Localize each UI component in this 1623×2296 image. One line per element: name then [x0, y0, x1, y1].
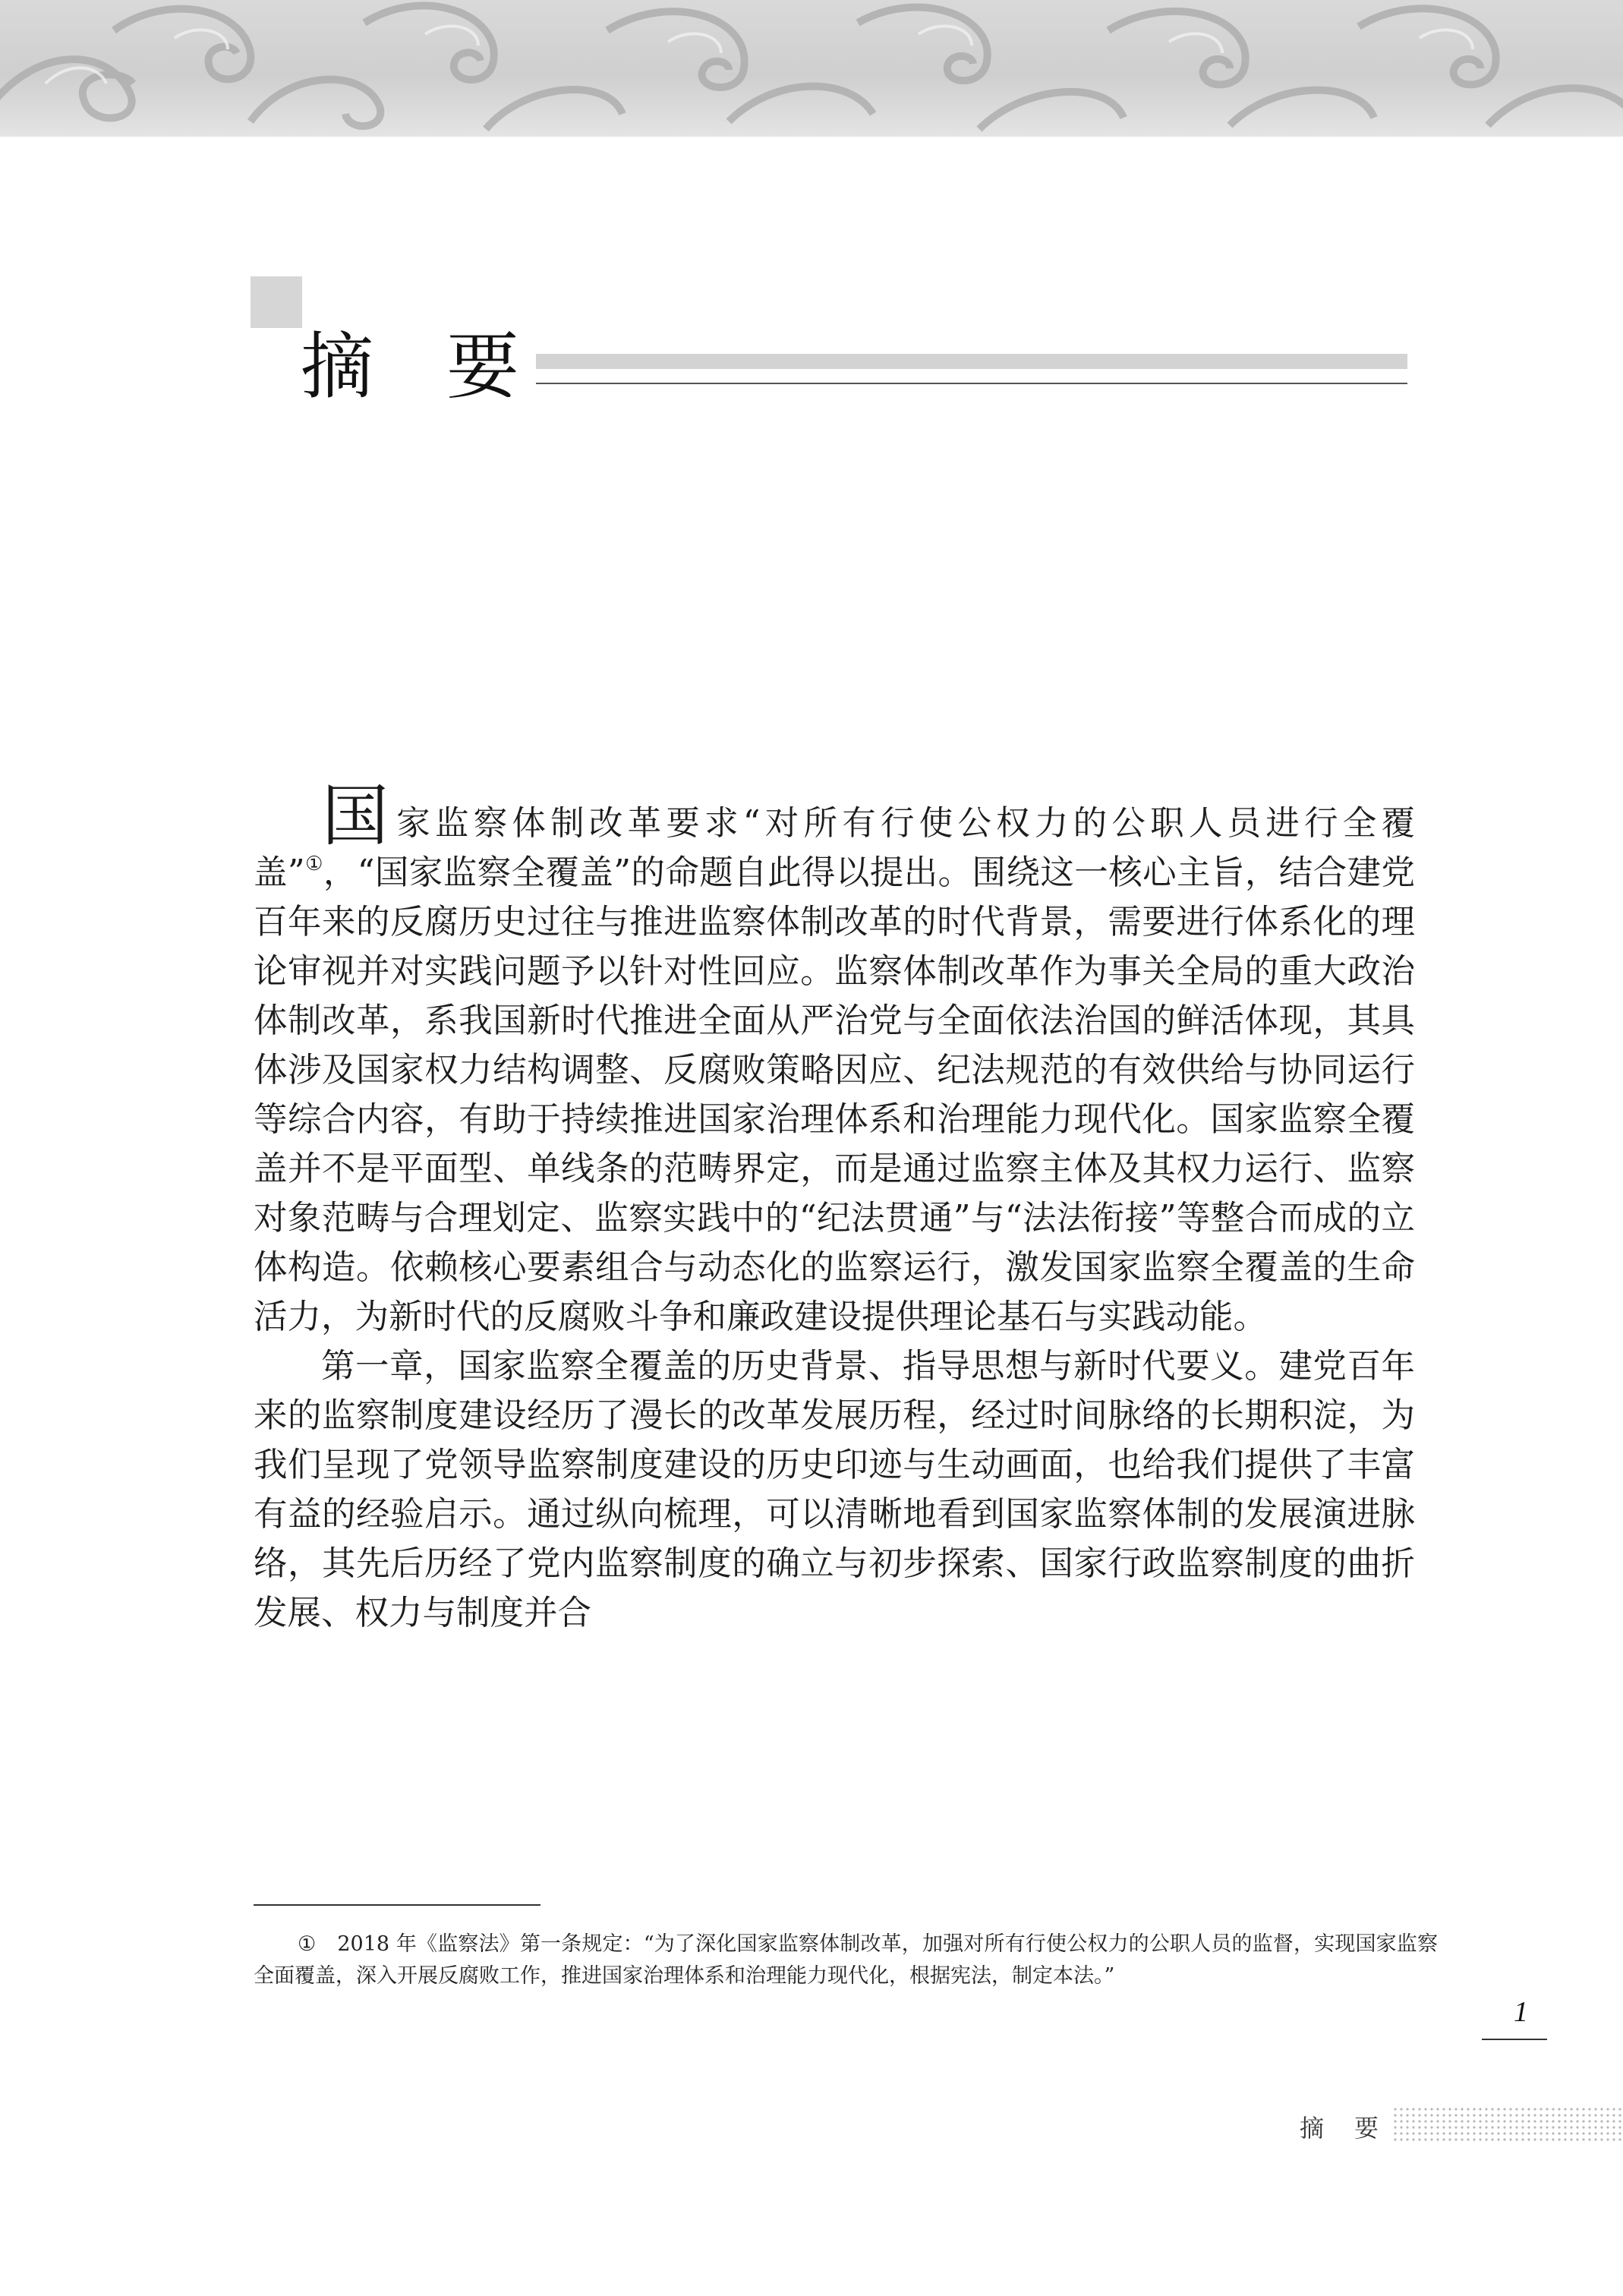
paragraph-2: 第一章，国家监察全覆盖的历史背景、指导思想与新时代要义。建党百年来的监察制度建设经历了漫长的改革发展历程，经过时间脉络的长期积淀，为我们呈现了党领导监察制度建设的历史印迹与生动画面，也给我们提供了丰富有益的经验启示。通过纵向梳理，可以清晰地看到国家监察体制的发展演进脉络，其先后历经了党内监察制度的确立与初步探索、国家行政监察制度的曲折发展、权力与制度并合 [254, 1347, 1415, 1632]
paragraph-1 [254, 777, 1416, 1342]
title-decor-block [251, 276, 302, 328]
title-underline-rule [536, 383, 1407, 384]
page-number: 1 [1514, 1996, 1528, 2028]
paragraph-1-lead: 家监察体制改革要求“对所有行使公权力的公职人员进行全覆盖” [254, 804, 1415, 892]
footnote-reference[interactable]: ① [304, 853, 323, 875]
footnote-number: ① [298, 1932, 317, 1956]
footnote-separator [254, 1904, 540, 1906]
paragraph-1-rest: ，“国家监察全覆盖”的命题自此得以提出。围绕这一核心主旨，结合建党百年来的反腐历史过往与推进监察体制改革的时代背景，需要进行体系化的理论审视并对实践问题予以针对性回应。监察体制改革作为事关全局的重大政治体制改革，系我国新时代推进全面从严治党与全面依法治国的鲜活体现，其具体涉及国家权力结构调整、反腐败策略因应、纪法规范的有效供给与协同运行等综合内容，有助于持续推进国家治理体系和治理能力现代化。国家监察全覆盖并不是平面型、单线条的范畴界定，而是通过监察主体及其权力运行、监察对象范畴与合理划定、监察实践中的“纪法贯通”与“法法衔接”等整合而成的立体构造。依赖核心要素组合与动态化的监察运行，激发国家监察全覆盖的生命活力，为新时代的反腐败斗争和廉政建设提供理论基石与实践动能。 [254, 853, 1416, 1336]
body-text [254, 777, 1416, 1638]
running-header-char-2: 要 [1354, 2114, 1379, 2143]
footnote [254, 1929, 1438, 1992]
cloud-pattern-icon [0, 0, 1623, 137]
dotted-decor [1392, 2106, 1623, 2143]
page-title-char-1: 摘 [301, 324, 373, 409]
running-header [1300, 2109, 1379, 2144]
page-number-rule [1482, 2039, 1547, 2040]
page-title [301, 325, 519, 408]
page-title-char-2: 要 [446, 324, 519, 409]
title-underline-bar [536, 354, 1407, 369]
drop-cap: 国 [322, 777, 394, 855]
running-header-char-1: 摘 [1300, 2114, 1325, 2143]
cloud-pattern-banner [0, 0, 1623, 137]
footnote-text: 2018 年《监察法》第一条规定：“为了深化国家监察体制改革，加强对所有行使公权力的公职人员的监督，实现国家监察全面覆盖，深入开展反腐败工作，推进国家治理体系和治理能力现代化，根据宪法，制定本法。” [254, 1932, 1438, 1988]
